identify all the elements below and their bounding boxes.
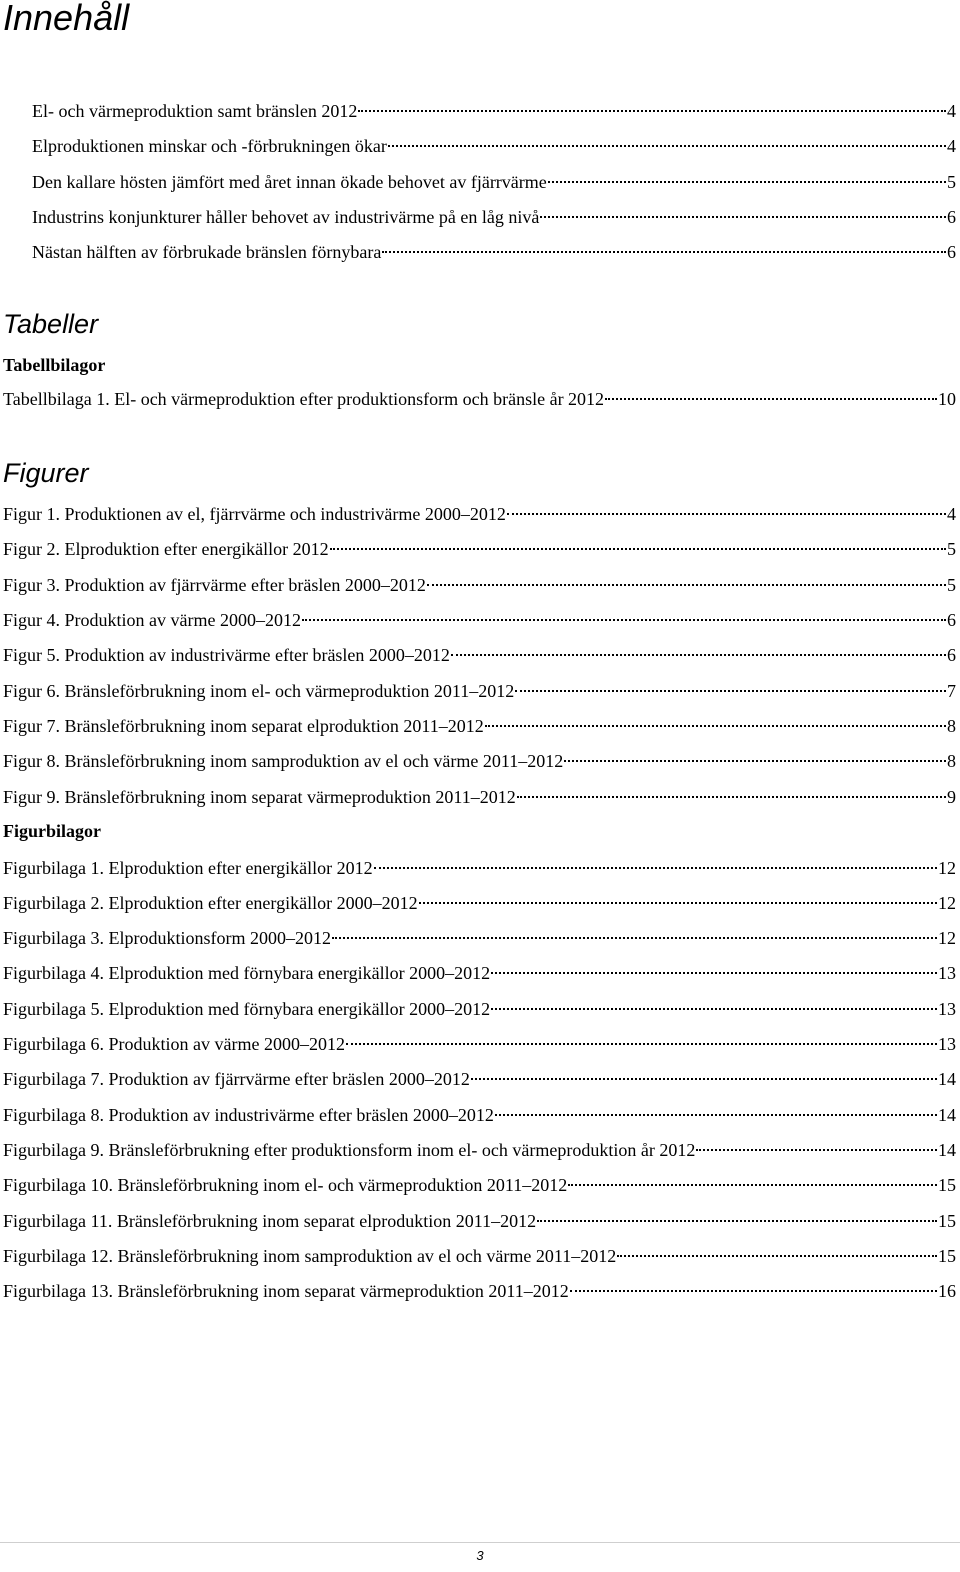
toc-entry-page: 10 — [938, 389, 956, 409]
dot-leader — [330, 548, 946, 550]
toc-entry-page: 5 — [947, 575, 956, 595]
dot-leader — [358, 110, 946, 112]
toc-entry-page: 15 — [938, 1211, 956, 1231]
toc-entry-label: Den kallare hösten jämfört med året innan ökade behovet av fjärrvärme — [32, 172, 547, 192]
toc-entry[interactable] — [3, 501, 956, 527]
toc-entry-label: Figur 3. Produktion av fjärrvärme efter bräslen 2000–2012 — [3, 575, 426, 595]
toc-entry[interactable] — [32, 169, 956, 195]
toc-entry-label: Figur 5. Produktion av industrivärme efter bräslen 2000–2012 — [3, 645, 450, 665]
toc-entry-page: 8 — [947, 751, 956, 771]
dot-leader — [517, 796, 946, 798]
toc-entry-page: 15 — [938, 1175, 956, 1195]
toc-entry-page: 7 — [947, 681, 956, 701]
dot-leader — [564, 760, 946, 762]
toc-entry[interactable] — [3, 536, 956, 562]
toc-entry[interactable] — [32, 204, 956, 230]
dot-leader — [548, 181, 946, 183]
toc-entry[interactable] — [3, 1208, 956, 1234]
toc-entry-page: 6 — [947, 242, 956, 262]
footer-rule — [0, 1542, 960, 1543]
subheading-figure-appendices: Figurbilagor — [3, 821, 101, 841]
toc-entry-page: 13 — [938, 999, 956, 1019]
toc-entry-page: 6 — [947, 610, 956, 630]
dot-leader — [617, 1255, 937, 1257]
toc-entry-page: 6 — [947, 207, 956, 227]
toc-entry-label: Figur 6. Bränsleförbrukning inom el- och värmeproduktion 2011–2012 — [3, 681, 515, 701]
toc-entry[interactable] — [3, 855, 956, 881]
dot-leader — [471, 1078, 937, 1080]
toc-entry-label: Figurbilaga 10. Bränsleförbrukning inom el- och värmeproduktion 2011–2012 — [3, 1175, 568, 1195]
toc-entry[interactable] — [3, 925, 956, 951]
dot-leader — [427, 584, 946, 586]
toc-entry-page: 4 — [947, 101, 956, 121]
toc-entry-label: Figurbilaga 13. Bränsleförbrukning inom separat värmeproduktion 2011–2012 — [3, 1281, 569, 1301]
toc-entry-label: Figur 1. Produktionen av el, fjärrvärme och industrivärme 2000–2012 — [3, 504, 506, 524]
toc-entry-label: Figurbilaga 11. Bränsleförbrukning inom separat elproduktion 2011–2012 — [3, 1211, 537, 1231]
toc-entry[interactable] — [3, 890, 956, 916]
page-title: Innehåll — [3, 0, 130, 38]
toc-entry-page: 4 — [947, 136, 956, 156]
toc-entry[interactable] — [3, 996, 956, 1022]
toc-entry-label: Figurbilaga 8. Produktion av industrivärme efter bräslen 2000–2012 — [3, 1105, 494, 1125]
toc-entry-label: Nästan hälften av förbrukade bränslen förnybara — [32, 242, 382, 262]
dot-leader — [495, 1114, 937, 1116]
toc-entry[interactable] — [3, 607, 956, 633]
toc-entry-page: 4 — [947, 504, 956, 524]
dot-leader — [388, 145, 946, 147]
page-number: 3 — [476, 1548, 484, 1563]
toc-entry-label: Figur 2. Elproduktion efter energikällor 2012 — [3, 539, 329, 559]
toc-entry-label: Figurbilaga 2. Elproduktion efter energikällor 2000–2012 — [3, 893, 418, 913]
toc-entry-page: 12 — [938, 893, 956, 913]
dot-leader — [302, 619, 946, 621]
toc-entry-label: Tabellbilaga 1. El- och värmeproduktion efter produktionsform och bränsle år 2012 — [3, 389, 605, 409]
toc-entry-page: 14 — [938, 1069, 956, 1089]
toc-entry[interactable] — [3, 678, 956, 704]
toc-entry[interactable] — [3, 386, 956, 412]
toc-entry-page: 12 — [938, 858, 956, 878]
toc-entry-label: Figurbilaga 1. Elproduktion efter energikällor 2012 — [3, 858, 373, 878]
dot-leader — [491, 1008, 937, 1010]
toc-entry-label: Figurbilaga 9. Bränsleförbrukning efter produktionsform inom el- och värmeproduktion år 2012 — [3, 1140, 696, 1160]
toc-entry-page: 8 — [947, 716, 956, 736]
toc-entry-page: 15 — [938, 1246, 956, 1266]
toc-entry[interactable] — [3, 1137, 956, 1163]
toc-entry[interactable] — [3, 642, 956, 668]
toc-entry[interactable] — [32, 98, 956, 124]
toc-entry-label: Figurbilaga 4. Elproduktion med förnybara energikällor 2000–2012 — [3, 963, 491, 983]
dot-leader — [419, 902, 937, 904]
toc-entry[interactable] — [3, 1031, 956, 1057]
toc-entry-label: Figurbilaga 7. Produktion av fjärrvärme efter bräslen 2000–2012 — [3, 1069, 470, 1089]
toc-entry-label: Elproduktionen minskar och -förbrukningen ökar — [32, 136, 387, 156]
toc-entry-page: 12 — [938, 928, 956, 948]
dot-leader — [605, 398, 937, 400]
toc-entry-page: 14 — [938, 1105, 956, 1125]
toc-entry[interactable] — [32, 133, 956, 159]
toc-entry[interactable] — [3, 748, 956, 774]
subheading-table-appendices: Tabellbilagor — [3, 355, 106, 375]
toc-entry-label: Figurbilaga 6. Produktion av värme 2000–2012 — [3, 1034, 345, 1054]
dot-leader — [374, 867, 937, 869]
toc-entry-label: Figur 8. Bränsleförbrukning inom samproduktion av el och värme 2011–2012 — [3, 751, 564, 771]
toc-entry-page: 5 — [947, 172, 956, 192]
toc-entry[interactable] — [3, 960, 956, 986]
toc-entry-page: 13 — [938, 1034, 956, 1054]
dot-leader — [332, 937, 937, 939]
dot-leader — [491, 972, 937, 974]
dot-leader — [696, 1149, 937, 1151]
toc-entry-label: Figurbilaga 3. Elproduktionsform 2000–2012 — [3, 928, 331, 948]
toc-entry[interactable] — [3, 1172, 956, 1198]
toc-entry-page: 16 — [938, 1281, 956, 1301]
dot-leader — [507, 513, 946, 515]
toc-entry[interactable] — [3, 1066, 956, 1092]
dot-leader — [568, 1184, 937, 1186]
section-heading-tables: Tabeller — [3, 309, 99, 339]
toc-entry-page: 13 — [938, 963, 956, 983]
toc-entry[interactable] — [32, 239, 956, 265]
toc-entry-page: 6 — [947, 645, 956, 665]
toc-entry[interactable] — [3, 1102, 956, 1128]
toc-entry-label: Figur 4. Produktion av värme 2000–2012 — [3, 610, 301, 630]
toc-entry-label: El- och värmeproduktion samt bränslen 2012 — [32, 101, 358, 121]
toc-entry-page: 9 — [947, 787, 956, 807]
toc-entry[interactable] — [3, 572, 956, 598]
toc-entry-page: 5 — [947, 539, 956, 559]
toc-entry-label: Industrins konjunkturer håller behovet av industrivärme på en låg nivå — [32, 207, 540, 227]
toc-entry-label: Figurbilaga 5. Elproduktion med förnybara energikällor 2000–2012 — [3, 999, 491, 1019]
dot-leader — [540, 216, 946, 218]
dot-leader — [346, 1043, 937, 1045]
toc-entry-label: Figur 7. Bränsleförbrukning inom separat elproduktion 2011–2012 — [3, 716, 484, 736]
dot-leader — [570, 1290, 937, 1292]
dot-leader — [451, 654, 946, 656]
section-heading-figures: Figurer — [3, 458, 89, 488]
dot-leader — [382, 251, 946, 253]
toc-entry-label: Figur 9. Bränsleförbrukning inom separat värmeproduktion 2011–2012 — [3, 787, 516, 807]
dot-leader — [537, 1220, 937, 1222]
toc-entry-page: 14 — [938, 1140, 956, 1160]
dot-leader — [485, 725, 946, 727]
toc-entry[interactable] — [3, 713, 956, 739]
toc-entry[interactable] — [3, 1278, 956, 1304]
toc-entry-label: Figurbilaga 12. Bränsleförbrukning inom samproduktion av el och värme 2011–2012 — [3, 1246, 617, 1266]
toc-entry[interactable] — [3, 1243, 956, 1269]
toc-entry[interactable] — [3, 784, 956, 810]
dot-leader — [515, 690, 946, 692]
